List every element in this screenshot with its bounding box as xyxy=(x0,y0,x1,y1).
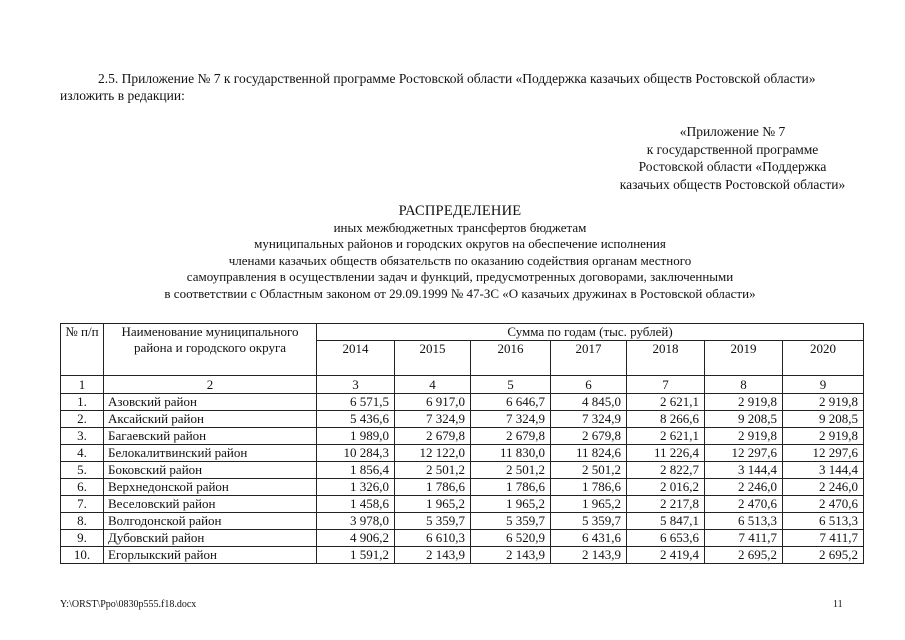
amount-cell: 3 978,0 xyxy=(317,513,395,530)
district-name: Багаевский район xyxy=(104,428,317,445)
amount-cell: 1 989,0 xyxy=(317,428,395,445)
amount-cell: 2 501,2 xyxy=(471,462,551,479)
amount-cell: 6 610,3 xyxy=(395,530,471,547)
amount-cell: 8 266,6 xyxy=(627,411,705,428)
amount-cell: 6 653,6 xyxy=(627,530,705,547)
amount-cell: 9 208,5 xyxy=(783,411,864,428)
amount-cell: 4 845,0 xyxy=(551,394,627,411)
amount-cell: 2 143,9 xyxy=(551,547,627,564)
amount-cell: 2 246,0 xyxy=(705,479,783,496)
amount-cell: 2 679,8 xyxy=(471,428,551,445)
document-heading xyxy=(60,203,860,302)
annex-reference xyxy=(560,123,905,193)
year-header: 2020 xyxy=(783,341,864,376)
col-header-sum: Сумма по годам (тыс. рублей) xyxy=(317,324,864,341)
row-number: 2. xyxy=(61,411,104,428)
amount-cell: 2 919,8 xyxy=(783,428,864,445)
amount-cell: 6 917,0 xyxy=(395,394,471,411)
amount-cell: 2 919,8 xyxy=(705,428,783,445)
amendment-paragraph: 2.5. Приложение № 7 к государственной программе Ростовской области «Поддержка казачьих обществ Ростовской области» изложить в редакции: xyxy=(60,71,816,103)
amount-cell: 1 786,6 xyxy=(471,479,551,496)
amount-cell: 12 122,0 xyxy=(395,445,471,462)
amount-cell: 2 217,8 xyxy=(627,496,705,513)
amount-cell: 11 830,0 xyxy=(471,445,551,462)
district-name: Волгодонской район xyxy=(104,513,317,530)
amount-cell: 6 571,5 xyxy=(317,394,395,411)
amount-cell: 2 501,2 xyxy=(551,462,627,479)
table-row xyxy=(61,513,864,530)
heading-line: муниципальных районов и городских округов на обеспечение исполнения xyxy=(254,236,666,251)
table-row xyxy=(61,445,864,462)
amount-cell: 7 411,7 xyxy=(783,530,864,547)
amount-cell: 11 226,4 xyxy=(627,445,705,462)
footer-file-path: Y:\ORST\Ppo\0830p555.f18.docx xyxy=(60,599,197,610)
amount-cell: 11 824,6 xyxy=(551,445,627,462)
amount-cell: 12 297,6 xyxy=(783,445,864,462)
column-number: 2 xyxy=(104,376,317,394)
year-header: 2019 xyxy=(705,341,783,376)
table-row xyxy=(61,547,864,564)
amount-cell: 1 591,2 xyxy=(317,547,395,564)
table-row xyxy=(61,530,864,547)
district-name: Веселовский район xyxy=(104,496,317,513)
amount-cell: 1 965,2 xyxy=(471,496,551,513)
amount-cell: 7 324,9 xyxy=(471,411,551,428)
amount-cell: 6 646,7 xyxy=(471,394,551,411)
amount-cell: 2 143,9 xyxy=(471,547,551,564)
amount-cell: 5 847,1 xyxy=(627,513,705,530)
district-name: Егорлыкский район xyxy=(104,547,317,564)
amount-cell: 2 621,1 xyxy=(627,394,705,411)
amount-cell: 6 431,6 xyxy=(551,530,627,547)
column-number: 6 xyxy=(551,376,627,394)
amount-cell: 1 965,2 xyxy=(551,496,627,513)
amount-cell: 7 324,9 xyxy=(551,411,627,428)
amount-cell: 12 297,6 xyxy=(705,445,783,462)
table-row xyxy=(61,496,864,513)
district-name: Аксайский район xyxy=(104,411,317,428)
amount-cell: 2 501,2 xyxy=(395,462,471,479)
amount-cell: 1 326,0 xyxy=(317,479,395,496)
annex-line: казачьих обществ Ростовской области» xyxy=(619,176,846,192)
amount-cell: 2 621,1 xyxy=(627,428,705,445)
amount-cell: 2 822,7 xyxy=(627,462,705,479)
amount-cell: 9 208,5 xyxy=(705,411,783,428)
row-number: 1. xyxy=(61,394,104,411)
district-name: Боковский район xyxy=(104,462,317,479)
year-header: 2017 xyxy=(551,341,627,376)
amount-cell: 2 143,9 xyxy=(395,547,471,564)
row-number: 3. xyxy=(61,428,104,445)
column-number: 7 xyxy=(627,376,705,394)
heading-line: членами казачьих обществ обязательств по оказанию содействия органам местного xyxy=(228,252,692,268)
column-number: 4 xyxy=(395,376,471,394)
amount-cell: 2 016,2 xyxy=(627,479,705,496)
col-header-number: № п/п xyxy=(61,324,104,376)
table-row xyxy=(61,411,864,428)
column-number: 8 xyxy=(705,376,783,394)
row-number: 8. xyxy=(61,513,104,530)
amount-cell: 2 470,6 xyxy=(783,496,864,513)
district-name: Дубовский район xyxy=(104,530,317,547)
row-number: 5. xyxy=(61,462,104,479)
table-row xyxy=(61,428,864,445)
heading-line: самоуправления в осуществлении задач и функций, предусмотренных договорами, заключенными xyxy=(186,269,734,284)
amount-cell: 2 246,0 xyxy=(783,479,864,496)
amount-cell: 6 513,3 xyxy=(705,513,783,530)
column-number: 9 xyxy=(783,376,864,394)
amount-cell: 3 144,4 xyxy=(783,462,864,479)
amount-cell: 10 284,3 xyxy=(317,445,395,462)
annex-line: «Приложение № 7 xyxy=(679,124,786,139)
amount-cell: 6 520,9 xyxy=(471,530,551,547)
amount-cell: 5 359,7 xyxy=(395,513,471,530)
year-header: 2014 xyxy=(317,341,395,376)
district-name: Белокалитвинский район xyxy=(104,445,317,462)
amount-cell: 1 458,6 xyxy=(317,496,395,513)
amount-cell: 1 786,6 xyxy=(395,479,471,496)
column-number: 1 xyxy=(61,376,104,394)
amount-cell: 4 906,2 xyxy=(317,530,395,547)
heading-title: РАСПРЕДЕЛЕНИЕ xyxy=(398,203,522,219)
year-header: 2015 xyxy=(395,341,471,376)
amount-cell: 7 324,9 xyxy=(395,411,471,428)
annex-line: Ростовской области «Поддержка xyxy=(638,159,827,174)
amount-cell: 2 695,2 xyxy=(705,547,783,564)
row-number: 6. xyxy=(61,479,104,496)
row-number: 7. xyxy=(61,496,104,513)
row-number: 10. xyxy=(61,547,104,564)
table-row xyxy=(61,462,864,479)
year-header: 2016 xyxy=(471,341,551,376)
amount-cell: 1 856,4 xyxy=(317,462,395,479)
amount-cell: 2 679,8 xyxy=(551,428,627,445)
column-number: 3 xyxy=(317,376,395,394)
table-row xyxy=(61,394,864,411)
amount-cell: 5 359,7 xyxy=(551,513,627,530)
amount-cell: 1 965,2 xyxy=(395,496,471,513)
amount-cell: 7 411,7 xyxy=(705,530,783,547)
annex-line: к государственной программе xyxy=(646,141,819,157)
heading-line: в соответствии с Областным законом от 29.09.1999 № 47-ЗС «О казачьих дружинах в Ростовской области» xyxy=(164,285,756,301)
amount-cell: 5 359,7 xyxy=(471,513,551,530)
amount-cell: 2 679,8 xyxy=(395,428,471,445)
amount-cell: 2 470,6 xyxy=(705,496,783,513)
amount-cell: 6 513,3 xyxy=(783,513,864,530)
amount-cell: 2 919,8 xyxy=(783,394,864,411)
heading-line: иных межбюджетных трансфертов бюджетам xyxy=(333,219,587,235)
amount-cell: 3 144,4 xyxy=(705,462,783,479)
amount-cell: 1 786,6 xyxy=(551,479,627,496)
amount-cell: 5 436,6 xyxy=(317,411,395,428)
amount-cell: 2 695,2 xyxy=(783,547,864,564)
district-name: Верхнедонской район xyxy=(104,479,317,496)
row-number: 9. xyxy=(61,530,104,547)
amount-cell: 2 919,8 xyxy=(705,394,783,411)
amount-cell: 2 419,4 xyxy=(627,547,705,564)
distribution-table xyxy=(60,323,864,564)
column-number: 5 xyxy=(471,376,551,394)
row-number: 4. xyxy=(61,445,104,462)
district-name: Азовский район xyxy=(104,394,317,411)
col-header-name: Наименование муниципального района и городского округа xyxy=(104,324,317,376)
year-header: 2018 xyxy=(627,341,705,376)
table-row xyxy=(61,479,864,496)
footer-page-number: 11 xyxy=(833,599,843,610)
